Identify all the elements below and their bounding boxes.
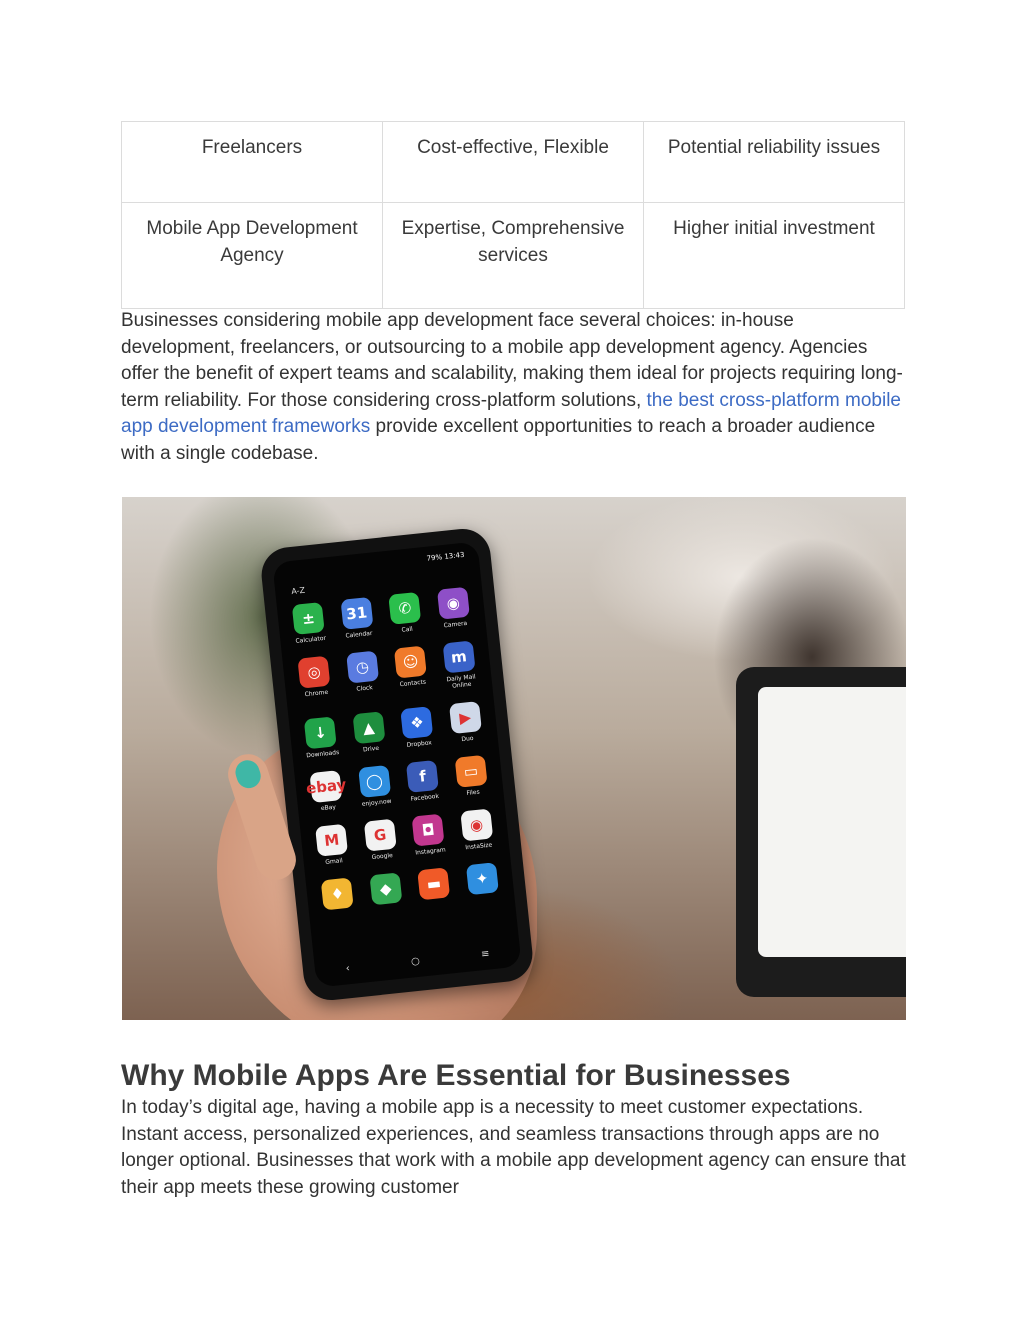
app-icon-item [391,705,443,750]
app-icon: ebay [310,770,343,803]
status-bar [426,551,465,563]
app-icon-item [283,601,335,646]
app-icon: ◉ [437,587,470,620]
app-label: eBay [320,803,337,813]
app-icon: m [442,640,475,673]
app-label: Calculator [295,634,327,645]
app-icon-item [456,861,508,899]
app-grid [283,586,508,915]
app-label: Contacts [399,678,427,689]
app-icon-item [428,586,480,631]
app-icon-item [408,866,460,904]
table-cell: Mobile App Development Agency [122,203,383,309]
app-label: Instagram [414,846,447,857]
app-icon-item [300,769,352,814]
app-label: Chrome [304,688,329,699]
app-label: Daily Mail Online [446,673,477,690]
app-label: Clock [356,684,374,693]
app-label: Files [466,788,481,797]
app-icon: ◘ [412,814,445,847]
app-icon-item [397,759,449,804]
battery-level: 79% [426,553,443,563]
app-icon-item [403,813,455,858]
paragraph-text: provide excellent opportunities to reach a broader audience with a single codebase. [121,416,876,464]
intro-paragraph [121,308,906,468]
table-row [122,122,905,203]
frameworks-link[interactable]: the best cross-platform mobile app development frameworks [121,389,902,438]
section-paragraph: In today’s digital age, having a mobile app is a necessity to meet customer expectations. Instant access, personalized experiences, and seamless transactions through apps are no longer optional. Businesses that work with a mobile app development agency can ensure that their app meets these growing customer [121,1097,906,1198]
table-cell: Expertise, Comprehensive services [383,203,644,309]
app-icon: f [406,760,439,793]
comparison-table [121,121,905,309]
app-icon: ◷ [346,651,379,684]
app-icon-item [306,823,358,868]
phone-in-hand-photo [122,497,906,1020]
app-label: Duo [461,734,474,744]
table-cell: Freelancers [122,122,383,203]
app-icon: ▲ [352,711,385,744]
app-icon: ◯ [358,765,391,798]
table-row [122,203,905,309]
app-icon-item [312,876,364,914]
home-icon: ○ [410,955,421,968]
app-label: enjoy.now [361,797,392,808]
phone-screen [272,541,522,987]
app-icon: ± [292,602,325,635]
app-icon: ❖ [401,706,434,739]
app-icon: ◎ [298,656,331,689]
app-icon-item [343,710,395,755]
app-icon-item [288,655,341,707]
status-time: 13:43 [443,550,465,561]
app-label: Calendar [345,629,373,640]
app-label: Gmail [324,857,344,867]
app-icon: ↓ [304,716,337,749]
background-monitor [736,667,906,997]
back-icon: ‹ [345,963,351,975]
app-icon-item [433,639,486,691]
app-label: Camera [443,619,468,630]
app-icon: G [364,819,397,852]
app-label: Downloads [306,749,340,760]
app-label: Facebook [410,792,440,803]
table-cell: Higher initial investment [644,203,905,309]
app-icon-item [451,808,503,853]
app-label: InstaSize [464,841,493,852]
app-icon: ▬ [417,867,450,900]
smartphone [259,526,535,1003]
app-icon-item [354,818,406,863]
app-label: Call [401,625,414,634]
table-cell: Cost-effective, Flexible [383,122,644,203]
app-icon: ♦ [321,877,354,910]
app-icon: ◉ [460,809,493,842]
app-label: Dropbox [406,739,433,749]
paragraph-text: Businesses considering mobile app development face several choices: in-house development, freelancers, or outsourcing to a mobile app development agency. Agencies offer the benefit of expert teams and scalability, making them ideal for projects requiring long-term reliability. For those considering cross-platform solutions, [121,310,903,411]
app-icon: ◆ [369,872,402,905]
app-icon-item [295,715,347,760]
menu-icon: ≡ [480,948,491,961]
app-icon-item [360,871,412,909]
app-icon-item [379,591,431,636]
app-label: Drive [362,744,380,754]
app-icon: 31 [340,597,373,630]
app-drawer-sort-label: A-Z [290,585,306,597]
app-icon-item [440,700,492,745]
app-icon-item [331,596,383,641]
app-icon: M [315,824,348,857]
app-icon-item [445,754,497,799]
app-label: Google [371,851,394,862]
app-icon: ☺ [394,646,427,679]
app-icon: ✆ [388,592,421,625]
section-heading: Why Mobile Apps Are Essential for Businesses [121,1059,791,1092]
app-icon-item [349,764,401,809]
app-icon-item [337,650,390,702]
app-icon: ▶ [449,701,482,734]
app-icon: ✦ [466,862,499,895]
phone-nav-bar [315,945,521,977]
app-icon: ▭ [454,755,487,788]
app-icon-item [385,645,438,697]
table-cell: Potential reliability issues [644,122,905,203]
